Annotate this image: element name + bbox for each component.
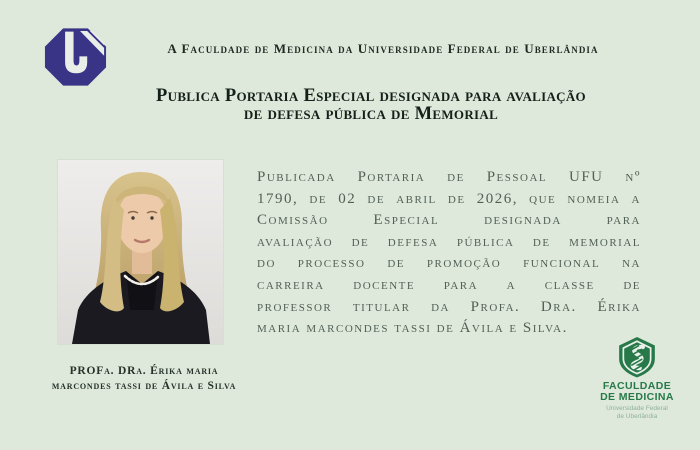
announcement-line: Comissão Especial designada para xyxy=(257,212,641,229)
announcement-body xyxy=(257,167,641,340)
professor-portrait-photo xyxy=(58,160,223,344)
medicine-faculty-logo xyxy=(585,336,689,420)
ufu-logo-icon xyxy=(43,26,108,88)
page-title-line1: Publica Portaria Especial designada para avaliação xyxy=(156,86,586,106)
announcement-line: Publicada Portaria de Pessoal UFU nº xyxy=(257,169,641,185)
announcement-line: 1790, de 02 de abril de 2026, que nomeia a xyxy=(257,190,641,207)
announcement-line: do processo de promoção funcional na xyxy=(257,255,641,272)
medicine-wordmark-line2: DE MEDICINA xyxy=(600,391,674,403)
page-title-line2: de defesa pública de Memorial xyxy=(243,104,499,124)
announcement-line: professor titular da Profa. Dra. Érika xyxy=(257,298,641,315)
medicine-wordmark-line1: FACULDADE xyxy=(602,380,672,392)
photo-caption xyxy=(20,364,268,393)
photo-caption-line1: PROFa. DRa. Érika maria xyxy=(69,365,219,377)
medicine-subline2: de Uberlândia xyxy=(616,412,658,420)
medicine-subline1: Universidade Federal xyxy=(606,405,668,412)
org-line: A Faculdade de Medicina da Universidade Federal de Uberlândia xyxy=(167,41,599,56)
photo-caption-line2: marcondes tassi de Ávila e Silva xyxy=(51,379,237,392)
medicine-shield-icon xyxy=(616,336,658,378)
page-title xyxy=(60,87,682,123)
announcement-line: carreira docente para a classe de xyxy=(257,276,641,293)
announcement-line: avaliação de defesa pública de memorial xyxy=(257,233,641,250)
announcement-line: maria marcondes tassi de Ávila e Silva. xyxy=(257,320,568,337)
